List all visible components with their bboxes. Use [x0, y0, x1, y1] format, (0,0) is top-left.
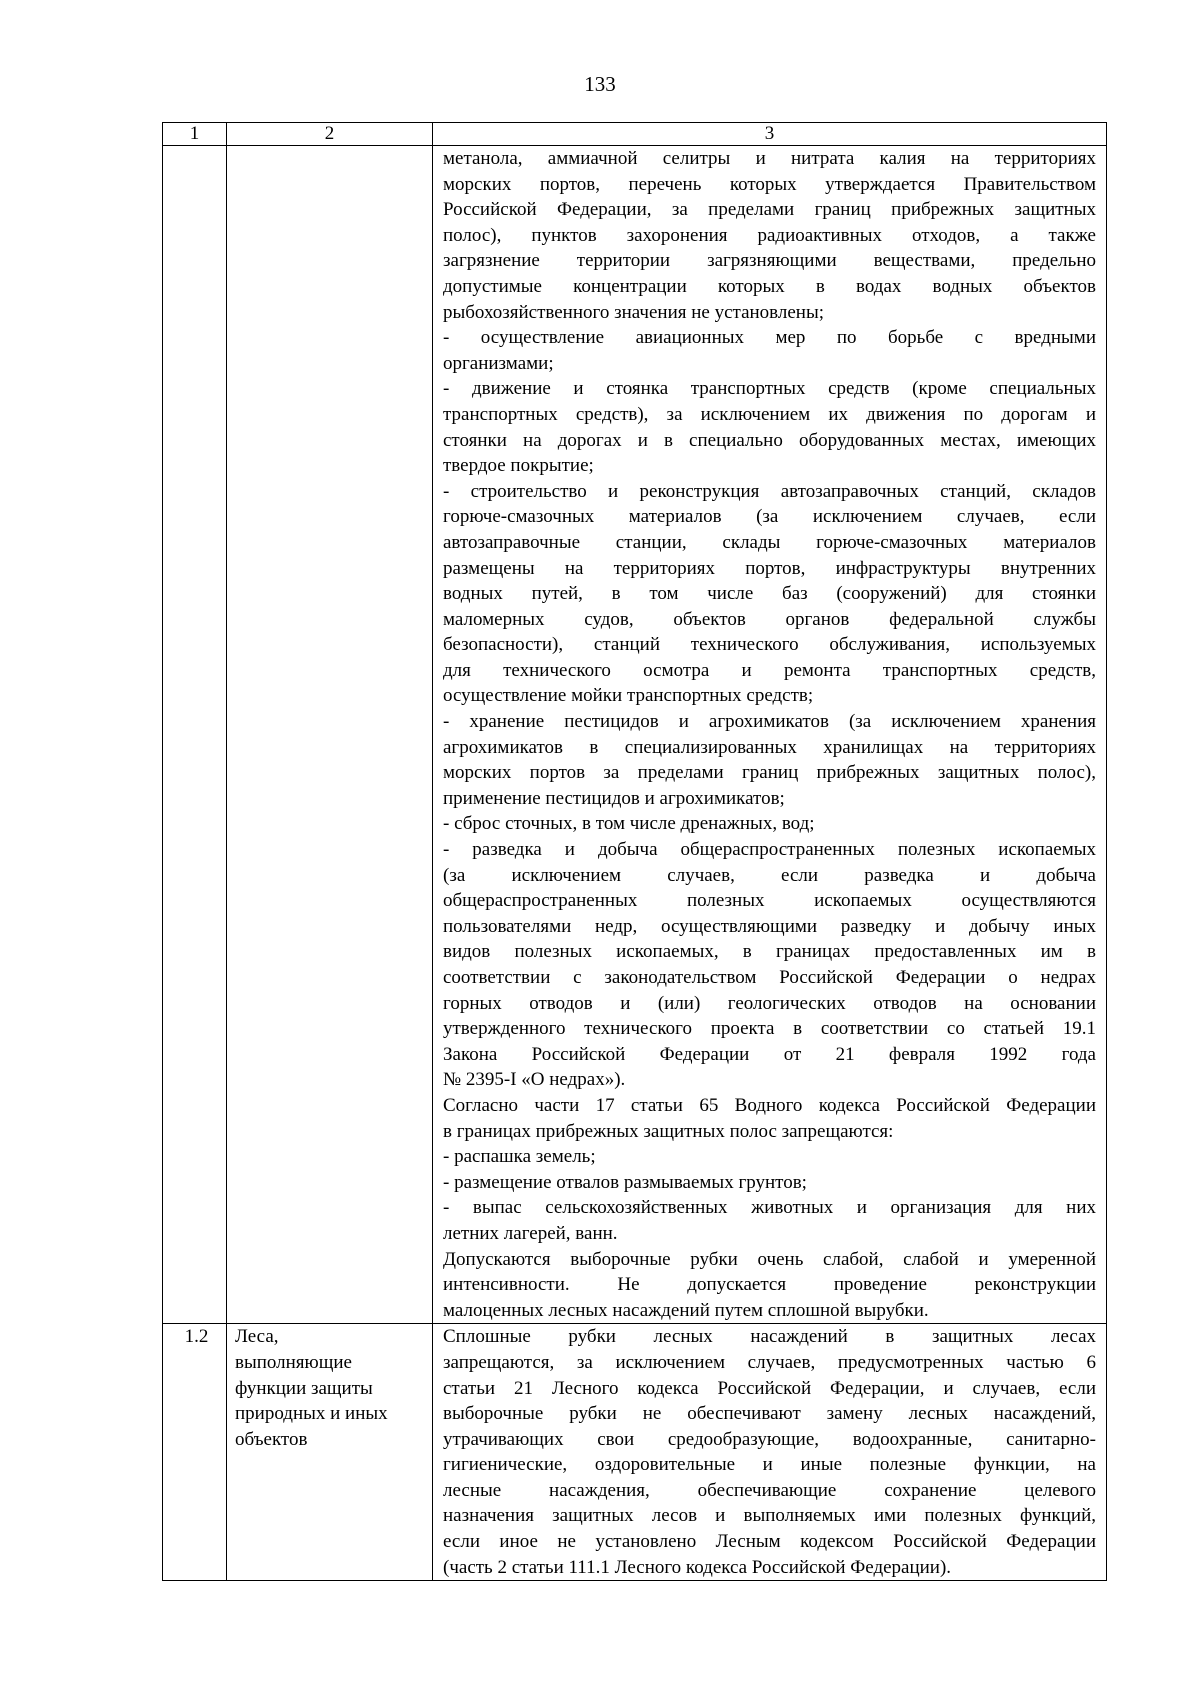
text-line: (за исключением случаев, если разведка и добыча	[443, 864, 1096, 886]
text-line: летних лагерей, ванн.	[443, 1222, 618, 1244]
regulation-paragraph	[443, 376, 1096, 478]
forest-category-cell	[227, 1324, 433, 1581]
text-line: Закона Российской Федерации от 21 февраля 1992 года	[443, 1043, 1096, 1065]
text-line: автозаправочные станции, склады горюче-смазочных материалов	[443, 531, 1096, 553]
text-line: - разведка и добыча общераспространенных полезных ископаемых	[443, 839, 1096, 861]
text-line: запрещаются, за исключением случаев, предусмотренных частью 6	[443, 1351, 1096, 1373]
text-line: общераспространенных полезных ископаемых осуществляются	[443, 890, 1096, 912]
text-line: Российской Федерации, за пределами границ прибрежных защитных	[443, 199, 1096, 221]
text-line: морских портов, перечень которых утверждается Правительством	[443, 173, 1096, 195]
text-line: транспортных средств), за исключением их движения по дорогам и	[443, 403, 1096, 425]
text-line: статьи 21 Лесного кодекса Российской Федерации, и случаев, если	[443, 1377, 1096, 1399]
forest-category-line: функции защиты	[235, 1377, 373, 1399]
text-line: - осуществление авиационных мер по борьбе с вредными	[443, 327, 1096, 349]
text-line: осуществление мойки транспортных средств;	[443, 685, 814, 707]
forest-category-line: природных и иных	[235, 1403, 388, 1425]
text-line: в границах прибрежных защитных полос запрещаются:	[443, 1120, 894, 1142]
text-line: соответствии с законодательством Российской Федерации о недрах	[443, 967, 1096, 988]
text-line: водных путей, в том числе баз (сооружений) для стоянки	[443, 583, 1096, 605]
text-line: - распашка земель;	[443, 1146, 596, 1168]
regulation-text-cell	[433, 1324, 1107, 1581]
regulation-paragraph	[443, 146, 1096, 325]
text-line: применение пестицидов и агрохимикатов;	[443, 787, 785, 809]
text-line: видов полезных ископаемых, в границах предоставленных им в	[443, 941, 1096, 963]
regulation-text-cell	[433, 146, 1107, 1324]
regulation-paragraph	[443, 1195, 1096, 1246]
text-line: допустимые концентрации которых в водах водных объектов	[443, 275, 1096, 297]
regulation-paragraph	[443, 1247, 1096, 1324]
regulation-paragraph	[443, 709, 1096, 811]
row-number-cell	[163, 1324, 227, 1581]
text-line: организмами;	[443, 352, 554, 374]
text-line: Допускаются выборочные рубки очень слабой, слабой и умеренной	[443, 1248, 1096, 1270]
text-line: полос), пунктов захоронения радиоактивных отходов, а также	[443, 224, 1096, 246]
text-line: пользователями недр, осуществляющими разведку и добычу иных	[443, 915, 1096, 937]
regulation-paragraph	[443, 1144, 1096, 1170]
text-line: выборочные рубки не обеспечивают замену лесных насаждений,	[443, 1403, 1096, 1425]
page-number: 133	[584, 72, 616, 96]
regulation-paragraph	[443, 837, 1096, 1093]
text-line: лесные насаждения, обеспечивающие сохранение целевого	[443, 1479, 1096, 1501]
text-line: Сплошные рубки лесных насаждений в защитных лесах	[443, 1326, 1096, 1348]
regulation-table	[162, 122, 1107, 1581]
header-col-2: 2	[227, 123, 433, 146]
text-line: горюче-смазочных материалов (за исключением случаев, если	[443, 506, 1096, 528]
regulation-paragraph	[443, 1324, 1096, 1580]
text-line: твердое покрытие;	[443, 455, 594, 477]
text-line: - строительство и реконструкция автозаправочных станций, складов	[443, 480, 1096, 502]
text-line: рыбохозяйственного значения не установлены;	[443, 301, 825, 323]
header-col-1: 1	[163, 123, 227, 146]
text-line: - сброс сточных, в том числе дренажных, вод;	[443, 813, 815, 835]
forest-category-cell	[227, 146, 433, 1324]
row-number: 1.2	[184, 1326, 209, 1348]
text-line: горных отводов и (или) геологических отводов на основании	[443, 992, 1096, 1014]
text-line: если иное не установлено Лесным кодексом Российской Федерации	[443, 1531, 1096, 1553]
forest-category-line: объектов	[235, 1428, 308, 1450]
text-line: безопасности), станций технического обслуживания, используемых	[443, 634, 1096, 656]
forest-category-line: Леса,	[235, 1326, 279, 1348]
text-line: назначения защитных лесов и выполняемых ими полезных функций,	[443, 1505, 1096, 1527]
text-line: морских портов за пределами границ прибрежных защитных полос),	[443, 762, 1096, 784]
regulation-paragraph	[443, 479, 1096, 709]
text-line: стоянки на дорогах и в специально оборудованных местах, имеющих	[443, 429, 1096, 451]
text-line: - выпас сельскохозяйственных животных и организация для них	[443, 1197, 1096, 1219]
text-line: агрохимикатов в специализированных хранилищах на территориях	[443, 736, 1096, 758]
regulation-paragraph	[443, 1093, 1096, 1144]
text-line: интенсивности. Не допускается проведение реконструкции	[443, 1274, 1096, 1296]
text-line: малоценных лесных насаждений путем сплошной вырубки.	[443, 1299, 929, 1321]
table-body	[163, 123, 1107, 1581]
text-line: - размещение отвалов размываемых грунтов;	[443, 1171, 807, 1193]
text-line: для технического осмотра и ремонта транспортных средств,	[443, 659, 1096, 681]
text-line: маломерных судов, объектов органов федеральной службы	[443, 608, 1096, 630]
regulation-paragraph	[443, 325, 1096, 376]
text-line: - движение и стоянка транспортных средств (кроме специальных	[443, 378, 1096, 400]
table-row	[163, 146, 1107, 1324]
text-line: гигиенические, оздоровительные и иные полезные функции, на	[443, 1454, 1096, 1476]
regulation-paragraph	[443, 811, 1096, 837]
forest-category-line: выполняющие	[235, 1351, 352, 1373]
text-line: утрачивающих свои средообразующие, водоохранные, санитарно-	[443, 1428, 1096, 1450]
text-line: метанола, аммиачной селитры и нитрата калия на территориях	[443, 148, 1096, 169]
text-line: размещены на территориях портов, инфраструктуры внутренних	[443, 557, 1096, 579]
text-line: - хранение пестицидов и агрохимикатов (за исключением хранения	[443, 711, 1096, 733]
row-number-cell	[163, 146, 227, 1324]
text-line: загрязнение территории загрязняющими веществами, предельно	[443, 250, 1096, 272]
table-header-row	[163, 123, 1107, 146]
text-line: (часть 2 статьи 111.1 Лесного кодекса Российской Федерации).	[443, 1556, 952, 1578]
text-line: утвержденного технического проекта в соответствии со статьей 19.1	[443, 1018, 1096, 1040]
text-line: № 2395-I «О недрах»).	[443, 1069, 626, 1091]
header-col-3: 3	[433, 123, 1107, 146]
regulation-paragraph	[443, 1170, 1096, 1196]
text-line: Согласно части 17 статьи 65 Водного кодекса Российской Федерации	[443, 1094, 1096, 1116]
table-row	[163, 1324, 1107, 1581]
